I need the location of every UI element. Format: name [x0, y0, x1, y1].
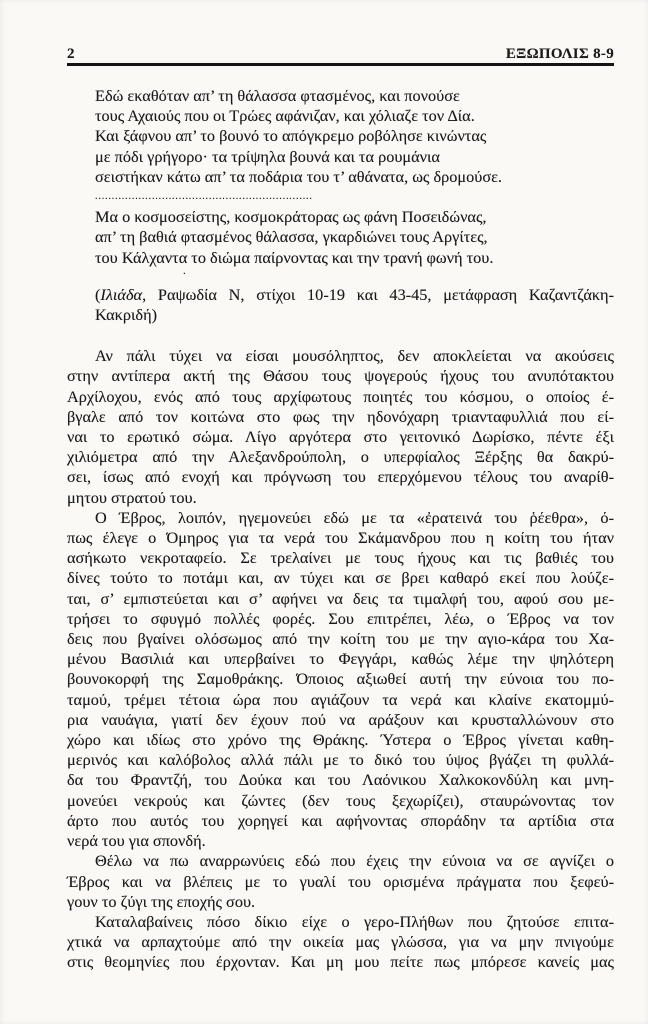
poem-line: Εδώ εκαθόταν απ’ τη θάλασσα φτασμένος, και πονούσε [95, 86, 460, 105]
text-line: Ο Έβρος, λοιπόν, ηγεμονεύει εδώ με τα «ἐρατεινά του ῥέεθρα», ό- [95, 507, 614, 527]
poem-stanza-2 [95, 207, 614, 268]
ellipsis-separator: ................................................................. [95, 191, 313, 203]
citation-open-paren: ( [95, 284, 101, 304]
text-line: ρια ναυάγια, γιατί δεν έχουν πού να αράξουν και κρυσταλλώνουν στο [67, 709, 614, 729]
page-number: 2 [67, 46, 75, 62]
body-text [67, 346, 614, 972]
text-line: νερά του για σπονδή. [67, 831, 206, 851]
text-line: στην αντίπερα ακτή της Θάσου τους ψογερούς ήχους του ανυπότακτου [67, 366, 614, 386]
body-paragraph-3 [67, 851, 614, 912]
text-line: ναι το ερωτικό σώμα. Λίγο αργότερα στο γειτονικό Δωρίσκο, πέντε έξι [67, 427, 614, 447]
text-line: σει, ίσως από ενοχή και πρόγνωση του επερχόμενου τέλους του αναρίθ- [67, 467, 614, 487]
poem-line: Μα ο κοσμοσείστης, κοσμοκράτορας ως φάνη Ποσειδώνας, [95, 207, 487, 227]
citation [95, 285, 614, 325]
text-line: μητου στρατού του. [67, 487, 197, 507]
text-line: χτικά να αρπαχτούμε από την οικεία μας γλώσσα, για να μην πνιγούμε [67, 932, 614, 952]
poem-line: τους Αχαιούς που οι Τρώες αφάνιζαν, και χόλιαζε τον Δία. [95, 106, 475, 126]
text-line: άρτο που αυτός του χορηγεί και αφήνοντας σποράδην τα αρτίδια στα [67, 810, 614, 830]
body-paragraph-4 [67, 912, 614, 973]
poem-line: απ’ τη βαθιά φτασμένος θάλασσα, γκαρδιώνει τους Αργίτες, [95, 227, 488, 247]
journal-title: ΕΞΩΠΟΛΙΣ 8-9 [505, 46, 614, 62]
text-line: τρήσει το σφυγμό πολλές φορές. Σου επιτρέπει, λέω, ο Έβρος να τον [67, 608, 614, 628]
citation-details: , Ραψωδία Ν, στίχοι 10-19 και 43-45, μετάφραση Καζαντζάκη- [142, 284, 614, 304]
header-rule [67, 63, 614, 66]
text-line: πως έλεγε ο Όμηρος για τα νερά του Σκάμανδρου που η κοίτη του ήταν [67, 528, 614, 548]
body-paragraph-2 [67, 508, 614, 851]
text-line: Αρχίλοχου, ενός από τους αρχίφωτους ποιητές του κόσμου, ο οποίος έ- [67, 386, 614, 406]
text-line: Θέλω να πω αναρρωνύεις εδώ που έχεις την εύνοια να σε αγνίζει ο [95, 851, 614, 871]
text-line: μονεύει νεκρούς και ζώντες (δεν τους ξεχωρίζει), σταυρώνοντας τον [67, 790, 614, 810]
page-content [67, 86, 614, 973]
text-line: δίνες τούτο το ποτάμι και, αν τύχει και σε βρει καθαρό εκεί που λούζε- [67, 568, 614, 588]
text-line: στις θεομηνίες που έρχονταν. Και μη μου πείτε πως μπόρεσε κανείς μας [67, 952, 614, 972]
poem-stanza-1 [95, 86, 614, 187]
body-paragraph-1 [67, 346, 614, 508]
cited-work-title: Ιλιάδα [100, 284, 143, 304]
citation-line-2: Κακριδή) [95, 305, 158, 325]
text-line: βγαλε από τον κοιτώνα στο φως την ηδονόχαρη τριανταφυλλιά που εί- [67, 406, 614, 426]
text-line: Έβρος και να βλέπεις με το γυαλί του ορισμένα πράγματα που ξεφεύ- [67, 871, 614, 891]
text-line: δα του Φραντζή, του Δούκα και του Λαόνικου Χαλκοκονδύλη και μνη- [67, 770, 614, 790]
text-line: βουνοκορφή της Σαμοθράκης. Όποιος αξιωθεί αυτή την εύνοια του πο- [67, 669, 614, 689]
text-line: ταμού, τρέμει τέτοια ώρα που αγιάζουν τα νερά και κλαίνε εκατομμύ- [67, 689, 614, 709]
text-line: χιλιόμετρα από την Αλεξανδρούπολη, ο υπερφίαλος Ξέρξης θα δακρύ- [67, 447, 614, 467]
text-line: Αν πάλι τύχει να είσαι μουσόληπτος, δεν αποκλείεται να ακούσεις [95, 346, 614, 366]
poem-quote [95, 86, 614, 268]
page-header [67, 44, 614, 64]
poem-line: Και ξάφνου απ’ το βουνό το απόγκρεμο ροβόλησε κινώντας [95, 126, 487, 146]
text-line: Καταλαβαίνεις πόσο δίκιο είχε ο γερο-Πλήθων που ζητούσε επιτα- [95, 911, 614, 931]
text-line: δεις που βγαίνει ολόσωμος από την κοίτη του με την αγιο-κάρα του Χα- [67, 629, 614, 649]
text-line: χώρο και ιδίως στο χρόνο της Θράκης. Ύστερα ο Έβρος γίνεται καθη- [67, 730, 614, 750]
poem-line: με πόδι γρήγορο· τα τρίψηλα βουνά και τα ρουμάνια [95, 146, 440, 166]
text-line: γουν το ζύγι της εποχής σου. [67, 891, 256, 911]
text-line: ασήκωτο νεκροταφείο. Σε τρελαίνει με τους ήχους και τις βαθιές του [67, 548, 614, 568]
text-line: ται, σ’ εμπιστεύεται και σ’ αφήνει να δεις τα τιμαλφή του, αφού σου με- [67, 588, 614, 608]
stanza-break-dot: . [183, 265, 186, 277]
poem-line: σειστήκαν κάτω απ’ τα ποδάρια του τ’ αθάνατα, ως δρομούσε. [95, 166, 503, 186]
citation-line-1 [95, 285, 614, 305]
text-line: μένου Βασιλιά και υπερβαίνει το Φεγγάρι, καθώς λέμε την ψηλότερη [67, 649, 614, 669]
poem-line: του Κάλχαντα το διώμα παίρνοντας και την τρανή φωνή του. [95, 247, 494, 267]
text-line: μερινός και καλόβολος αλλά πάλι με το δικό του ύψος βγάζει τη φυλλά- [67, 750, 614, 770]
